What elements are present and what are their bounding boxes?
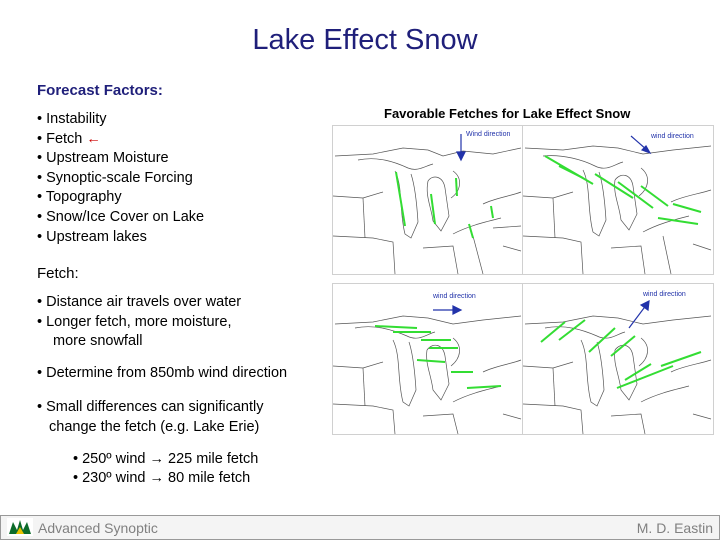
fetch-map-northwest-wind xyxy=(522,125,714,275)
forecast-factors-list xyxy=(37,110,204,247)
factor-item: • Topography xyxy=(37,189,122,206)
footer-course-name: Advanced Synoptic xyxy=(38,520,158,536)
factor-item: • Fetch xyxy=(37,130,83,147)
university-logo-icon xyxy=(7,518,33,536)
factor-item: • Synoptic-scale Forcing xyxy=(37,169,193,186)
wind-arrow-icon xyxy=(433,306,461,314)
fetch-point: • Longer fetch, more moisture, xyxy=(37,313,232,330)
fetch-point: • Determine from 850mb wind direction xyxy=(37,364,288,381)
wind-direction-label: wind direction xyxy=(643,291,686,298)
fetch-heading: Fetch: xyxy=(37,265,79,282)
favorable-fetches-title: Favorable Fetches for Lake Effect Snow xyxy=(384,106,631,121)
wind-direction-label: wind direction xyxy=(651,133,694,140)
fetch-subpoint: • 230º wind → 80 mile fetch xyxy=(73,470,251,487)
fetch-point-continuation: more snowfall xyxy=(53,333,143,350)
fetch-map-west-wind xyxy=(332,283,524,435)
left-arrow-icon: ← xyxy=(86,130,101,147)
factor-item: • Snow/Ice Cover on Lake xyxy=(37,208,205,225)
wind-direction-label: wind direction xyxy=(433,293,476,300)
wind-direction-label: Wind direction xyxy=(466,131,511,138)
fetch-map-north-wind xyxy=(332,125,524,275)
factor-item: • Instability xyxy=(37,111,107,127)
fetch-point: • Small differences can significantly xyxy=(37,399,264,416)
wind-arrow-icon xyxy=(631,136,650,153)
slide-footer xyxy=(0,515,720,540)
fetch-subpoint: • 250º wind → 225 mile fetch xyxy=(73,450,259,467)
footer-author: M. D. Eastin xyxy=(636,520,713,536)
factor-item-fetch xyxy=(37,130,204,150)
slide-title: Lake Effect Snow xyxy=(252,24,478,56)
factor-item: • Upstream Moisture xyxy=(37,150,169,167)
fetch-map-southwest-wind xyxy=(522,283,714,435)
forecast-factors-heading: Forecast Factors: xyxy=(37,82,163,99)
wind-arrow-icon xyxy=(457,134,465,160)
factor-item: • Upstream lakes xyxy=(37,228,147,245)
fetch-points-list xyxy=(37,293,287,489)
fetch-point-continuation: change the fetch (e.g. Lake Erie) xyxy=(49,418,260,435)
fetch-point: • Distance air travels over water xyxy=(37,294,242,310)
